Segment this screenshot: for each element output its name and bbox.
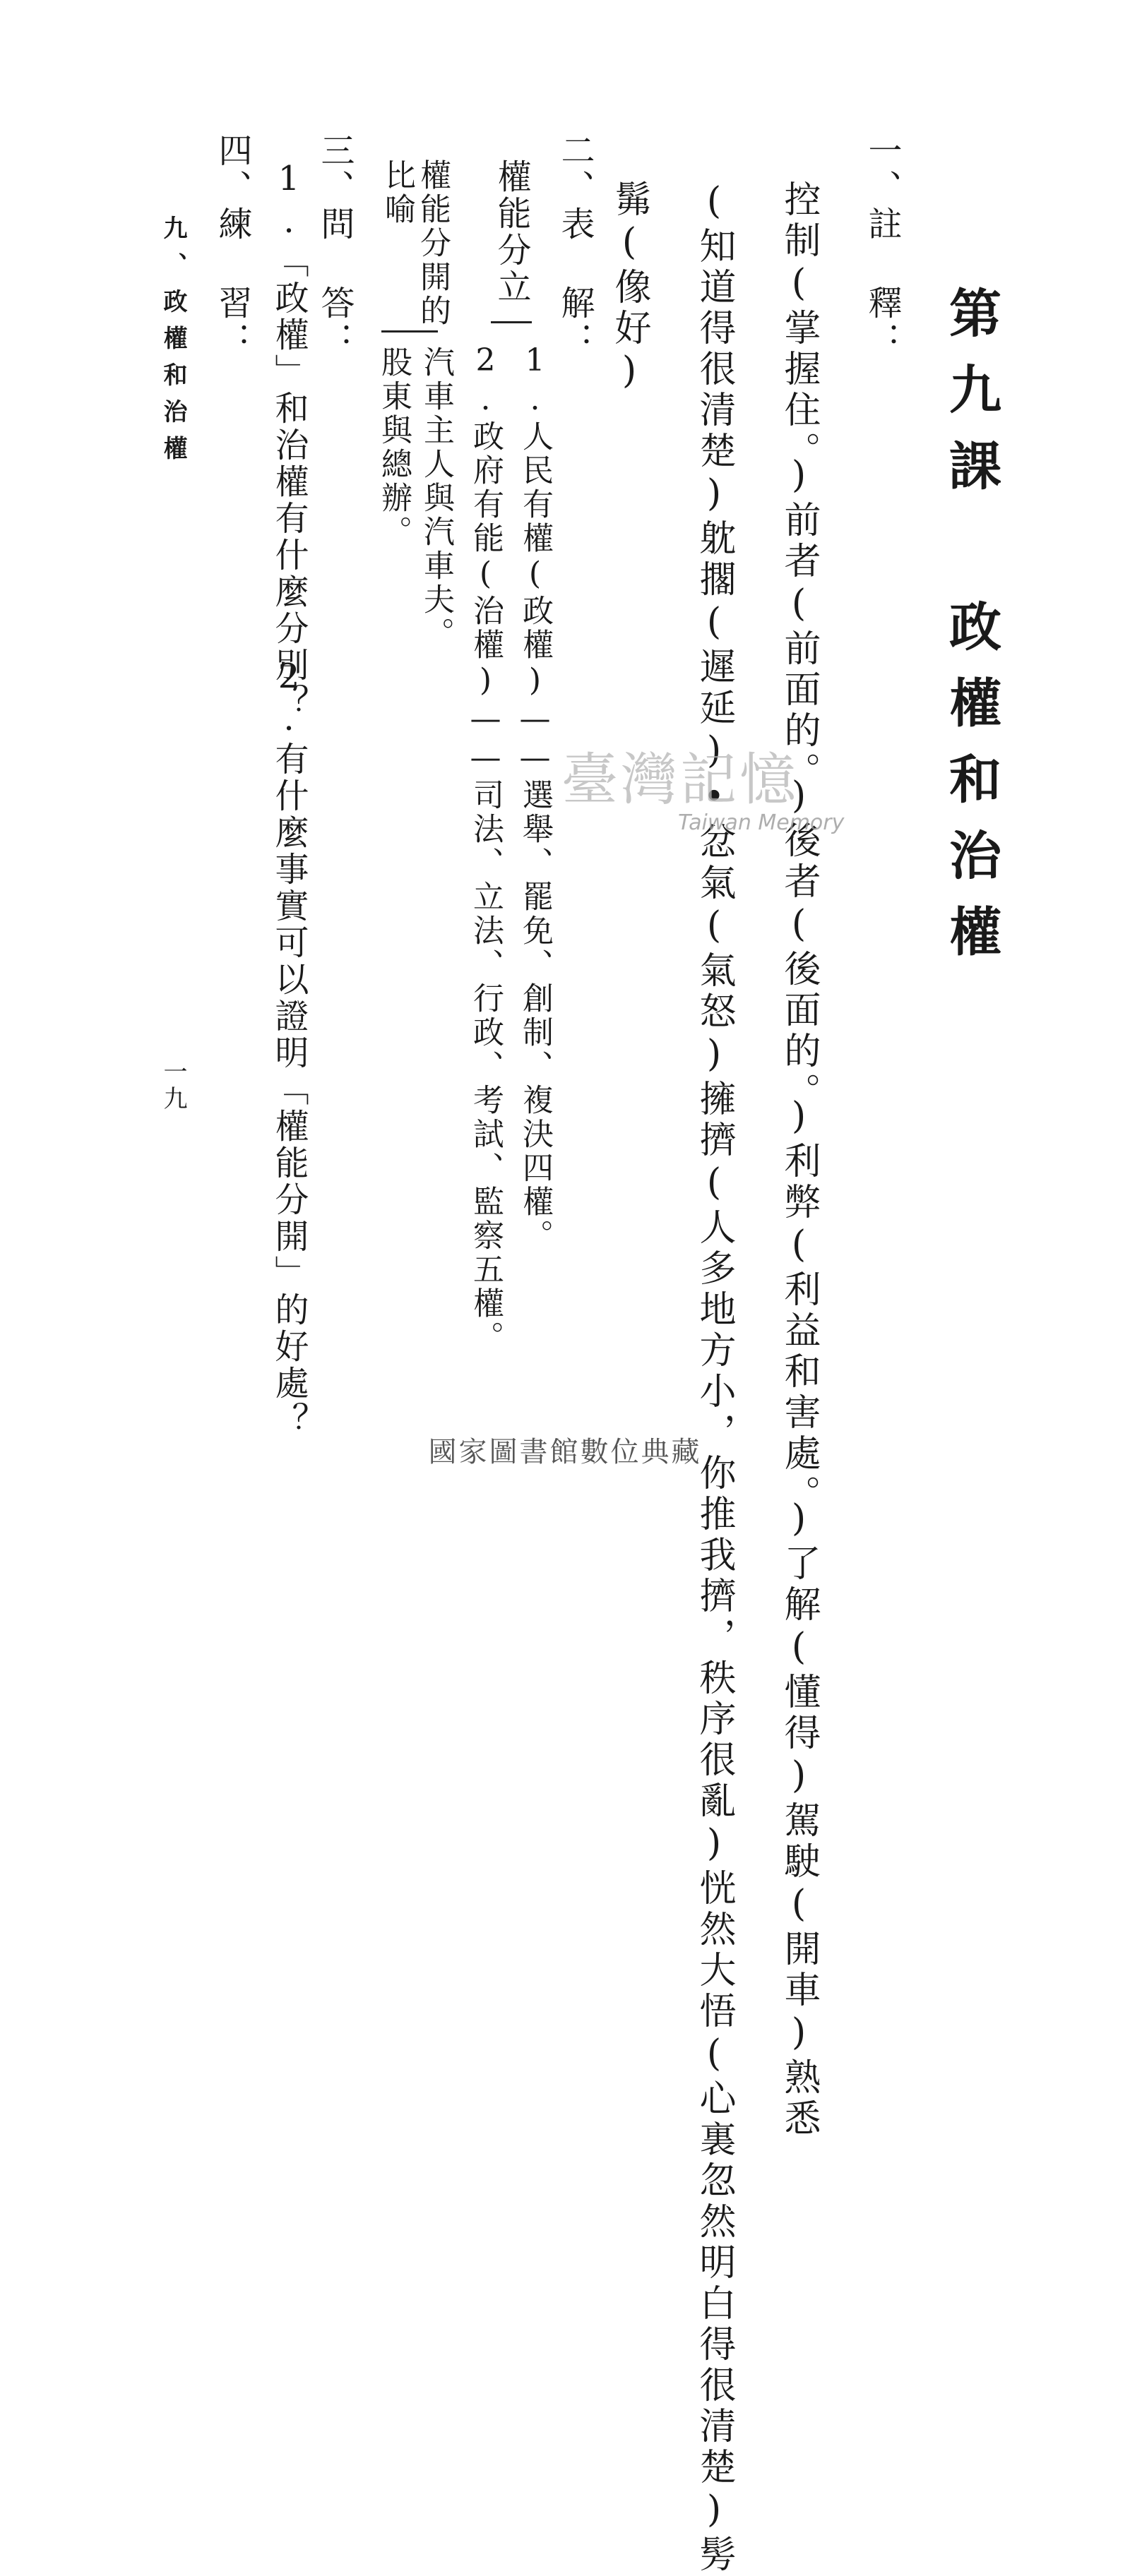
table-row-2: 2.政府有能(治權)——司法、立法、行政、考試、監察五權。 [468,342,504,1355]
analogy-head-a: 權能分開的 [415,159,451,328]
section-heading-glossary: 一、註 釋： [862,133,902,359]
footer-credit: 國家圖書館數位典藏 [428,1436,702,1468]
analogy-2: 股東與總辦。 [376,346,412,549]
question-1: 1.「政權」和治權有什麼分別？ [269,159,309,721]
watermark-logo-english: Taiwan Memory [678,810,845,835]
glossary-line-2: (知道得很清楚)躭擱(遲延)•忿氣(氣怒)擁擠(人多地方小，你推我擠，秩序很亂)恍然大悟(心裏忽然明白得很清楚)髣 [693,180,735,2576]
analogy-brace [381,330,438,333]
table-head: 權能分立 [492,159,531,306]
analogy-1: 汽車主人與汽車夫。 [418,346,454,651]
section-heading-table: 二、表 解： [555,133,595,359]
question-2: 2.有什麼事實可以證明「權能分開」的好處？ [269,657,309,1439]
page-title: 第九課 政權和治權 [941,286,1001,981]
glossary-line-3: 髴(像好) [608,180,650,396]
watermark-logo: 臺灣記憶 [561,747,799,813]
section-heading-qa: 三、問 答： [315,133,355,359]
running-head: 九、政權和治權 [159,215,187,472]
table-row-1: 1.人民有權(政權)——選舉、罷免、創制、複決四權。 [517,342,553,1253]
page-number: 一九 [159,1059,187,1113]
analogy-head-b: 比喻 [379,159,415,227]
glossary-line-1: 控制(掌握住。)前者(前面的。)後者(後面的。)利弊(利益和害處。)了解(懂得)駕駛(開車)熟悉 [778,180,820,2140]
table-brace [491,321,532,323]
section-heading-practice: 四、練 習： [213,133,252,359]
